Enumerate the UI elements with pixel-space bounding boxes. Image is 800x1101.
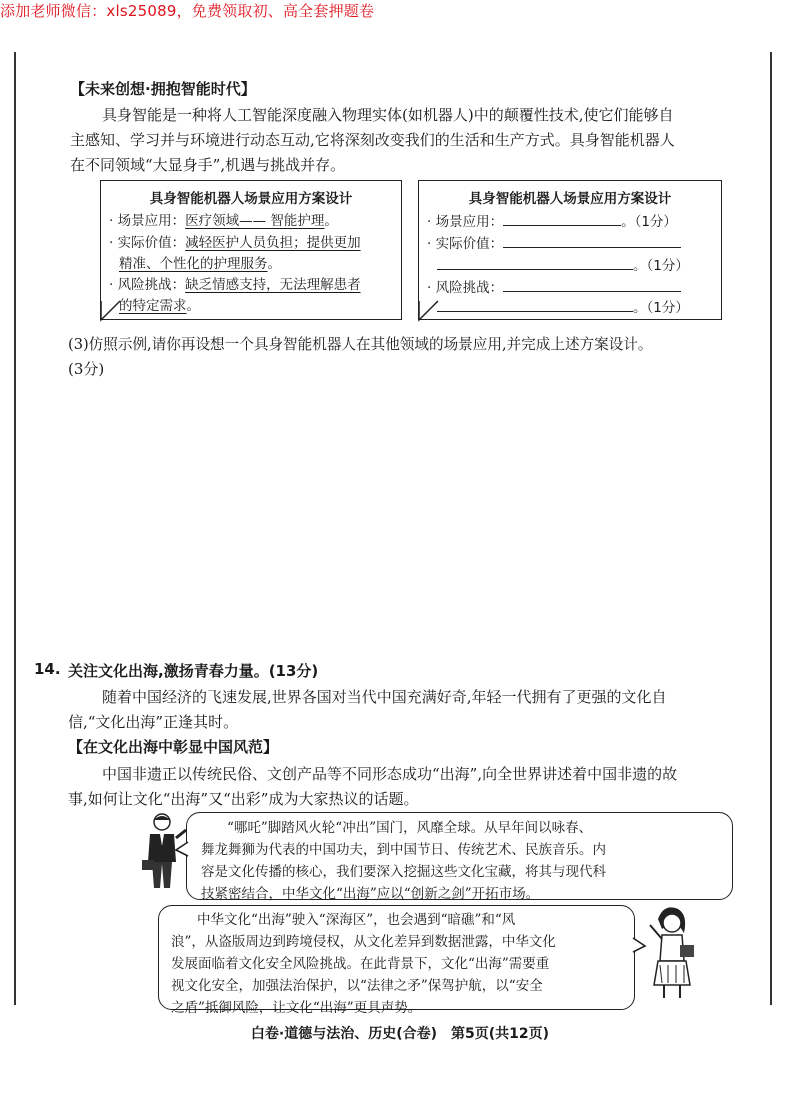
bubble-woman-line1: 中华文化“出海”驶入“深海区”，也会遇到“暗礁”和“风 [197,912,516,928]
example-value-line2: 精准、个性化的护理服务 [119,256,268,272]
answer-value-blank[interactable] [503,233,681,248]
speech-bubble-woman [158,905,635,1016]
answer-risk-label: · 风险挑战： [427,280,504,296]
future-intro-line1: 具身智能是一种将人工智能深度融入物理实体(如机器人)中的颠覆性技术,使它们能够自 [102,106,674,124]
question-3-line2: (3分) [68,360,105,378]
question-14-title: 关注文化出海,激扬青春力量。(13分) [68,662,319,680]
example-scene-end: 。 [324,213,338,229]
bubble-woman-line2: 浪”，从盗版周边到跨境侵权，从文化差异到数据泄露，中华文化 [171,934,556,950]
example-value-line1: 减轻医护人员负担；提供更加 [185,235,361,251]
example-scene-value: 医疗领域—— 智能护理 [185,213,325,229]
answer-value-row2 [437,255,713,277]
answer-scene-row [427,211,713,233]
bubble-man-line4: 技紧密结合，中华文化“出海”应以“创新之剑”开拓市场。 [201,886,540,902]
example-value-end: 。 [267,256,281,272]
left-margin-rule [14,52,16,1005]
example-scene-row [109,211,393,232]
answer-card-dogear-icon [418,300,440,322]
page-footer: 白卷·道德与法治、历史(合卷) 第5页(共12页) [250,1026,550,1042]
example-risk-row2 [119,296,393,317]
example-risk-label: · 风险挑战： [109,277,186,293]
example-value-row [109,233,393,254]
example-value-row2 [119,254,393,275]
speech-bubble-man [186,812,733,900]
watermark-text: 添加老师微信：xls25089，免费领取初、高全套押题卷 [0,2,375,20]
answer-risk-row [427,277,713,299]
question-14-number: 14. [34,660,61,678]
culture-para-line2: 事,如何让文化“出海”又“出彩”成为大家热议的话题。 [68,790,419,808]
answer-scene-score: 。（1分） [621,214,677,230]
bubble-man-line3: 容是文化传播的核心，我们要深入挖掘这些文化宝藏，将其与现代科 [201,864,606,880]
example-design-card [100,180,402,320]
example-scene-label: · 场景应用： [109,213,186,229]
question-14-intro-line2: 信,“文化出海”正逢其时。 [68,713,239,731]
answer-scene-blank[interactable] [503,211,621,226]
bubble-woman-line4: 视文化安全，加强法治保护，以“法律之矛”保驾护航，以“安全 [171,978,543,994]
bubble-man-tail-icon [174,840,190,858]
answer-card-title: 具身智能机器人场景应用方案设计 [468,191,672,207]
example-risk-line1: 缺乏情感支持，无法理解患者 [185,277,361,293]
bubble-man-line1: “哪吒”脚踏风火轮“冲出”国门，风靡全球。从早年间以咏春、 [227,820,593,836]
answer-design-card [418,180,722,320]
bubble-woman-line5: 之盾”抵御风险，让文化“出海”更具声势。 [171,1000,422,1016]
example-card-dogear-icon [100,300,122,322]
answer-value-label: · 实际价值： [427,236,504,252]
question-14-intro-line1: 随着中国经济的飞速发展,世界各国对当代中国充满好奇,年轻一代拥有了更强的文化自 [102,688,667,706]
answer-risk-blank2[interactable] [437,297,633,312]
bubble-woman-line3: 发展面临着文化安全风险挑战。在此背景下，文化“出海”需要重 [171,956,550,972]
example-card-title: 具身智能机器人场景应用方案设计 [149,191,353,207]
question-3-line1: (3)仿照示例,请你再设想一个具身智能机器人在其他领域的场景应用,并完成上述方案设计。 [68,336,653,353]
example-risk-row [109,275,393,296]
answer-scene-label: · 场景应用： [427,214,504,230]
culture-para-line1: 中国非遗正以传统民俗、文创产品等不同形态成功“出海”,向全世界讲述着中国非遗的故 [102,765,678,783]
answer-value-row [427,233,713,255]
answer-risk-row2 [437,297,713,319]
answer-value-blank2[interactable] [437,255,633,270]
future-section-heading: 【未来创想·拥抱智能时代】 [70,80,256,98]
example-value-label: · 实际价值： [109,235,186,251]
question-3-answer-area[interactable] [68,390,758,640]
future-intro-line2: 主感知、学习并与环境进行动态互动,它将深刻改变我们的生活和生产方式。具身智能机器人 [70,131,675,149]
student-woman-figure-icon [644,905,700,1000]
example-risk-line2: 的特定需求 [119,298,187,314]
answer-value-score: 。（1分） [633,258,689,274]
answer-risk-blank[interactable] [503,277,681,292]
example-risk-end: 。 [186,298,200,314]
culture-section-heading: 【在文化出海中彰显中国风范】 [68,738,279,756]
right-margin-rule [770,52,772,1005]
bubble-man-line2: 舞龙舞狮为代表的中国功夫，到中国节日、传统艺术、民族音乐。内 [201,842,606,858]
future-intro-line3: 在不同领域“大显身手”,机遇与挑战并存。 [70,156,346,174]
answer-risk-score: 。（1分） [633,300,689,316]
